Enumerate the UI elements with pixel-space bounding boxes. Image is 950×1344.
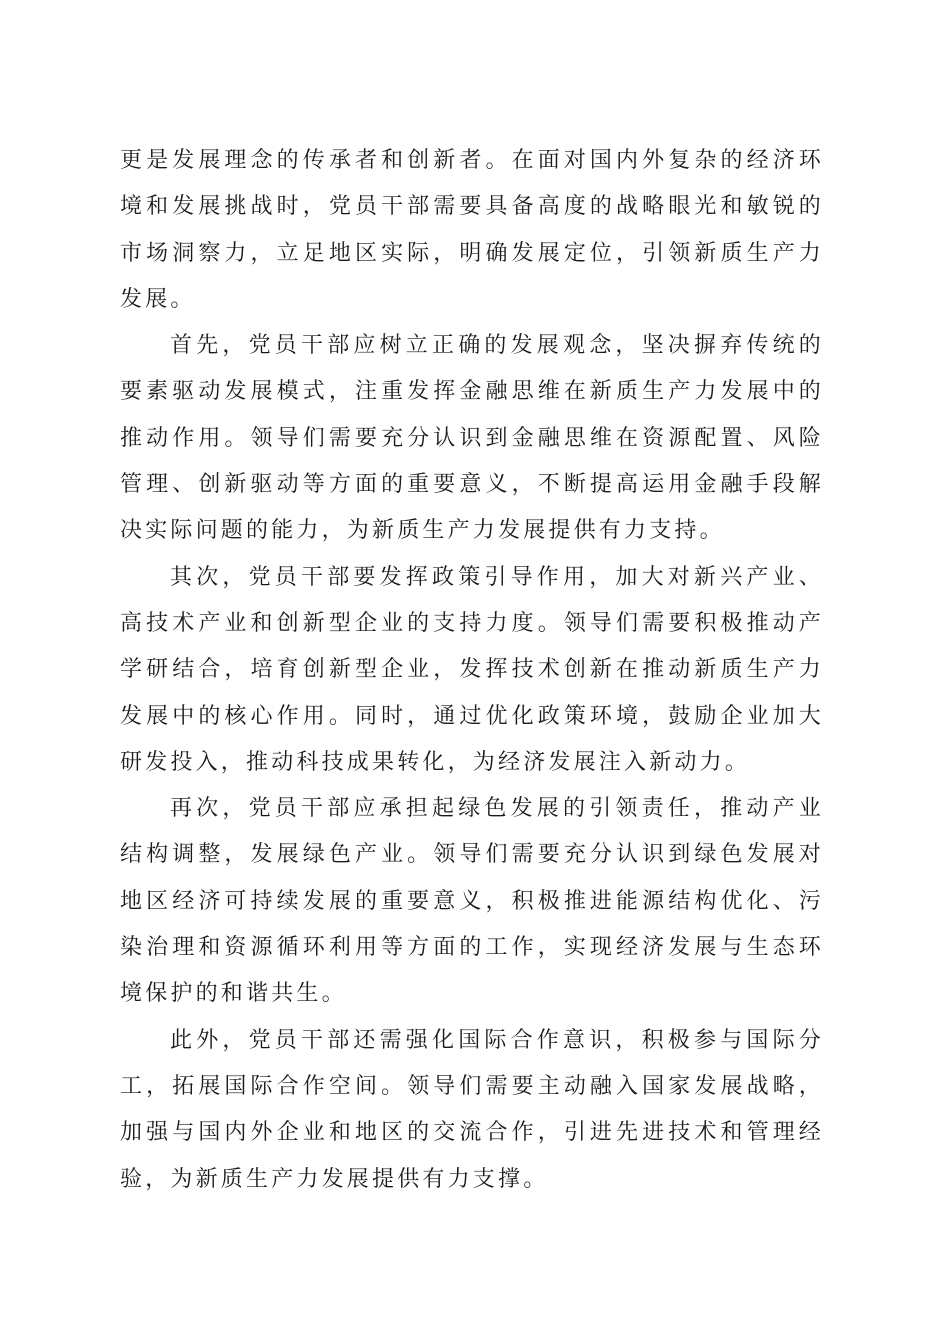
paragraph-first: 首先，党员干部应树立正确的发展观念，坚决摒弃传统的要素驱动发展模式，注重发挥金融思维在新质生产力发展中的推动作用。领导们需要充分认识到金融思维在资源配置、风险管理、创新驱动等方面的重要意义，不断提高运用金融手段解决实际问题的能力，为新质生产力发展提供有力支持。 bbox=[120, 333, 824, 544]
paragraph-third: 再次，党员干部应承担起绿色发展的引领责任，推动产业结构调整，发展绿色产业。领导们需要充分认识到绿色发展对地区经济可持续发展的重要意义，积极推进能源结构优化、污染治理和资源循环利用等方面的工作，实现经济发展与生态环境保护的和谐共生。 bbox=[120, 796, 824, 1007]
paragraph-continuation: 更是发展理念的传承者和创新者。在面对国内外复杂的经济环境和发展挑战时，党员干部需要具备高度的战略眼光和敏锐的市场洞察力，立足地区实际，明确发展定位，引领新质生产力发展。 bbox=[120, 148, 824, 312]
document-body bbox=[120, 138, 824, 1203]
paragraph-second: 其次，党员干部要发挥政策引导作用，加大对新兴产业、高技术产业和创新型企业的支持力度。领导们需要积极推动产学研结合，培育创新型企业，发挥技术创新在推动新质生产力发展中的核心作用。同时，通过优化政策环境，鼓励企业加大研发投入，推动科技成果转化，为经济发展注入新动力。 bbox=[120, 564, 824, 775]
paragraph-additional: 此外，党员干部还需强化国际合作意识，积极参与国际分工，拓展国际合作空间。领导们需要主动融入国家发展战略，加强与国内外企业和地区的交流合作，引进先进技术和管理经验，为新质生产力发展提供有力支撑。 bbox=[120, 1027, 824, 1192]
